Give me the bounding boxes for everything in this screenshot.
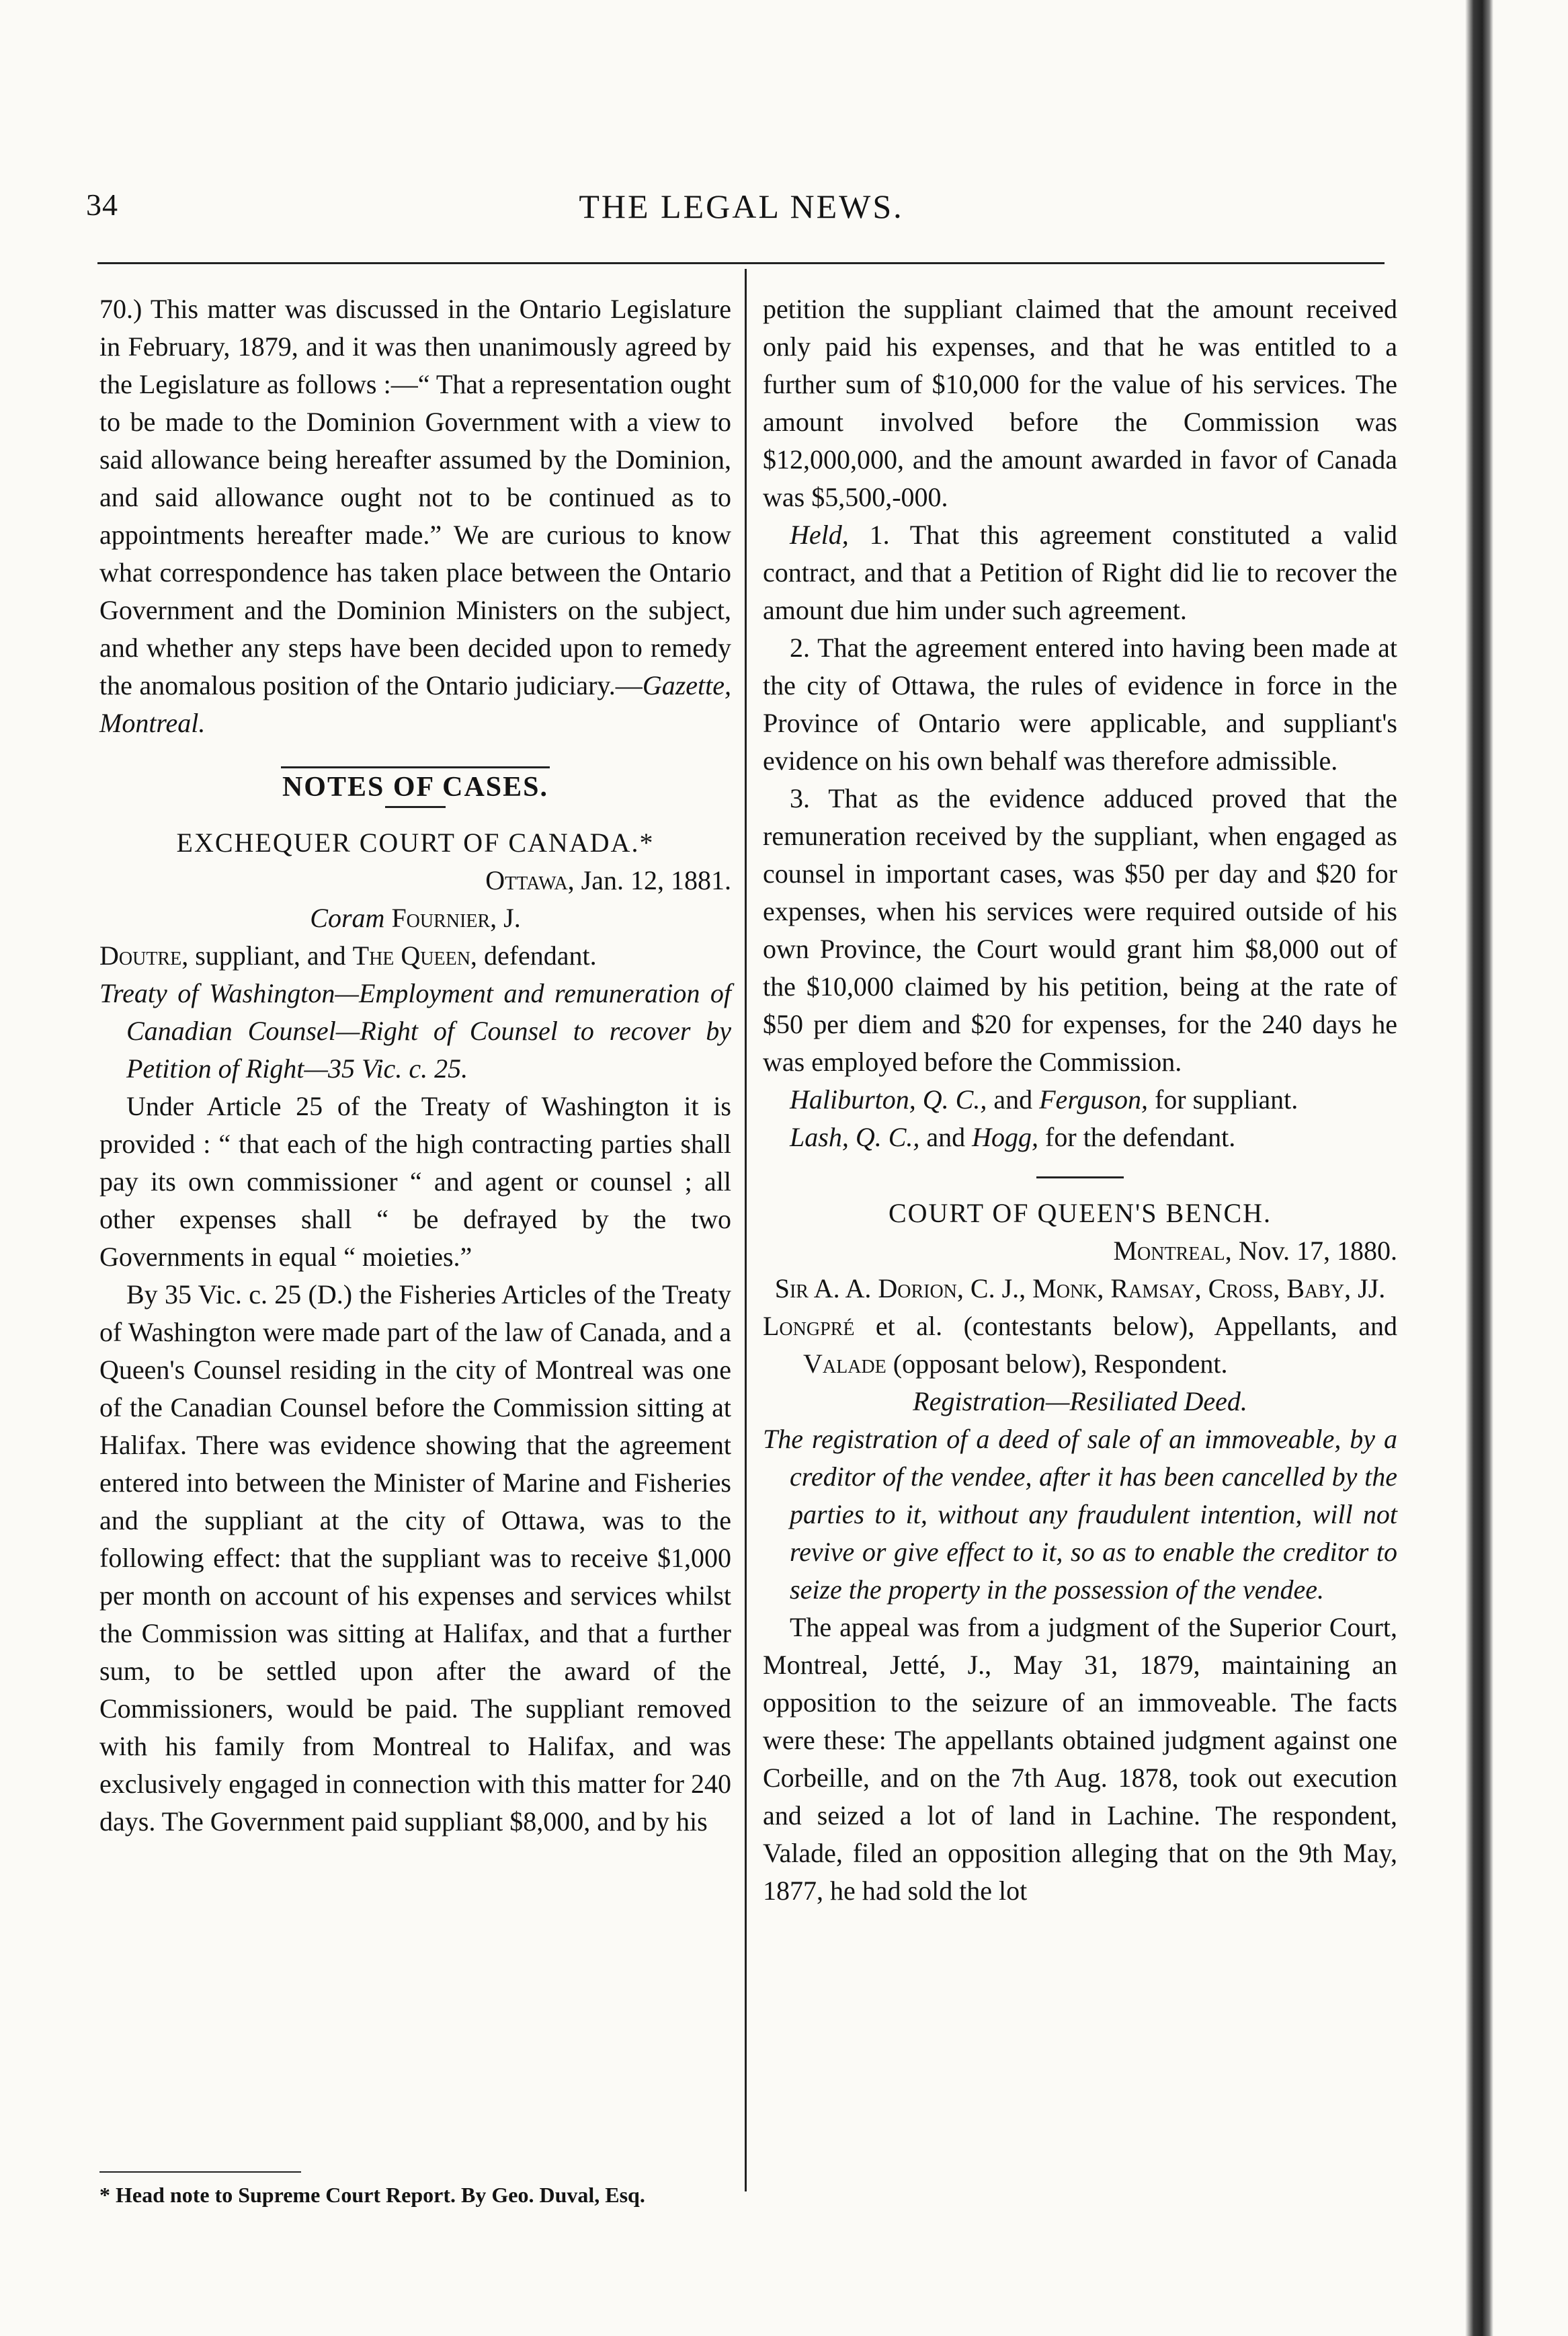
paragraph-article: Under Article 25 of the Treaty of Washington it is provided : “ that each of the high contracting parties shall pay its own commissioner “ and agent or counsel ; all other expenses shall “ be defrayed by the two Governments in equal “ moieties.” — [99, 1091, 731, 1272]
heading-rule — [385, 806, 446, 808]
date-value: Jan. 12, 1881. — [574, 865, 731, 895]
parties-line — [99, 937, 731, 975]
counsel-2-name2: Hogg, — [972, 1122, 1039, 1152]
header-rule — [97, 262, 1385, 264]
qb-subject: Registration—Resiliated Deed. — [913, 1386, 1247, 1416]
qb-parties — [763, 1307, 1397, 1383]
qb-parties-middle: et al. (contestants below), Appellants, and — [854, 1311, 1397, 1341]
footnote: * Head note to Supreme Court Report. By Geo. Duval, Esq. — [99, 2183, 645, 2207]
held-1 — [763, 516, 1397, 629]
column-divider — [745, 269, 747, 2191]
qb-court-heading: COURT OF QUEEN'S BENCH. — [888, 1198, 1272, 1228]
party-defendant: The Queen, — [352, 940, 477, 971]
date-line — [99, 862, 731, 899]
counsel-1-name1: Haliburton, Q. C., — [790, 1084, 987, 1115]
running-title: THE LEGAL NEWS. — [579, 188, 904, 225]
qb-respondent: Valade — [803, 1348, 886, 1379]
headnote: Treaty of Washington—Employment and remuneration of Canadian Counsel—Right of Counsel to recover by Petition of Right—35 Vic. c. 25. — [99, 978, 731, 1084]
page-binding-edge — [1465, 0, 1493, 2336]
left-column — [99, 290, 731, 1841]
coram-judge: Fournier, — [384, 903, 497, 933]
date-place: Ottawa, — [485, 865, 575, 895]
held-3: 3. That as the evidence adduced proved that the remuneration received by the suppliant, when engaged as counsel in important cases, was $50 per day and $20 for expenses, when his services were required outside of his own Province, the Court would grant him $8,000 out of the $10,000 claimed by his petition, being at the rate of $50 per diem and $20 for expenses, for the 240 days he was employed before the Commission. — [763, 783, 1397, 1077]
party-suppliant: Doutre, — [99, 940, 189, 971]
page-number: 34 — [86, 188, 118, 222]
qb-bench: Sir A. A. Dorion, C. J., Monk, Ramsay, Cross, Baby, JJ. — [774, 1273, 1386, 1303]
counsel-2-role: for the defendant. — [1038, 1122, 1236, 1152]
qb-date-line — [763, 1232, 1397, 1270]
qb-appellant: Longpré — [763, 1311, 855, 1341]
opening-source: Gazette, Montreal. — [99, 670, 731, 738]
counsel-1-and: and — [987, 1084, 1040, 1115]
held-label: Held, — [790, 520, 849, 550]
qb-headnote: The registration of a deed of sale of an immoveable, by a creditor of the vendee, after it has been cancelled by the parties to it, without any fraudulent intention, will not revive or give effect to it, so as to enable the creditor to seize the property in the possession of the vendee. — [763, 1424, 1397, 1605]
coram-prefix: Coram — [310, 903, 385, 933]
footnote-rule — [99, 2171, 301, 2173]
page-header — [86, 187, 1397, 234]
party-middle: suppliant, and — [188, 940, 353, 971]
counsel-1-name2: Ferguson, — [1039, 1084, 1148, 1115]
counsel-2-name1: Lash, Q. C., — [790, 1122, 920, 1152]
party-end: defendant. — [477, 940, 597, 971]
qb-parties-end: (opposant below), Respondent. — [886, 1348, 1228, 1379]
qb-date-place: Montreal, — [1113, 1236, 1232, 1266]
counsel-2 — [763, 1119, 1397, 1156]
qb-paragraph-appeal: The appeal was from a judgment of the Superior Court, Montreal, Jetté, J., May 31, 1879, maintaining an opposition to the seizure of an immoveable. The facts were these: The appellants obtained judgment against one Corbeille, and on the 7th Aug. 1878, took out execution and seized a lot of land in Lachine. The respondent, Valade, filed an opposition alleging that on the 9th May, 1877, he had sold the lot — [763, 1612, 1397, 1906]
court-heading: EXCHEQUER COURT OF CANADA.* — [176, 828, 655, 858]
opening-paragraph — [99, 290, 731, 742]
counsel-1-role: for suppliant. — [1147, 1084, 1298, 1115]
opening-paragraph-text: 70.) This matter was discussed in the Ontario Legislature in February, 1879, and it was then unanimously agreed by the Legislature as follows :—“ That a representation ought to be made to the Dominion Government with a view to said allowance being hereafter assumed by the Dominion, and said allowance ought not to be continued as to appointments hereafter made.” We are curious to know what correspondence has taken place between the Ontario Government and the Dominion Ministers on the subject, and whether any steps have been decided upon to remedy the anomalous position of the Ontario judiciary.— — [99, 294, 731, 700]
counsel-1 — [763, 1081, 1397, 1119]
right-column — [763, 290, 1397, 1910]
counsel-2-and: and — [919, 1122, 973, 1152]
held-1-text: 1. That this agreement constituted a valid contract, and that a Petition of Right did lie to recover the amount due him under such agreement. — [763, 520, 1397, 625]
coram-line — [99, 899, 731, 937]
qb-date-value: Nov. 17, 1880. — [1231, 1236, 1397, 1266]
section-heading: NOTES OF CASES. — [282, 772, 549, 803]
coram-suffix: J. — [497, 903, 521, 933]
case-separator-rule — [1036, 1176, 1124, 1178]
continuation-paragraph: petition the suppliant claimed that the amount received only paid his expenses, and that he was entitled to a further sum of $10,000 for the value of his services. The amount involved before the Commission was $12,000,000, and the amount awarded in favor of Canada was $5,500,-000. — [763, 294, 1397, 512]
paragraph-facts: By 35 Vic. c. 25 (D.) the Fisheries Articles of the Treaty of Washington were made part of the law of Canada, and a Queen's Counsel residing in the city of Montreal was one of the Canadian Counsel before the Commission sitting at Halifax. There was evidence showing that the agreement entered into between the Minister of Marine and Fisheries and the suppliant at the city of Ottawa, was to the following effect: that the suppliant was to receive $1,000 per month on account of his expenses and services whilst the Commission was sitting at Halifax, and that a further sum, to be settled upon after the award of the Commissioners, would be paid. The suppliant removed with his family from Montreal to Halifax, and was exclusively engaged in connection with this matter for 240 days. The Government paid suppliant $8,000, and by his — [99, 1279, 731, 1837]
held-2: 2. That the agreement entered into having been made at the city of Ottawa, the rules of evidence in force in the Province of Ontario were applicable, and suppliant's evidence on his own behalf was therefore admissible. — [763, 633, 1397, 776]
